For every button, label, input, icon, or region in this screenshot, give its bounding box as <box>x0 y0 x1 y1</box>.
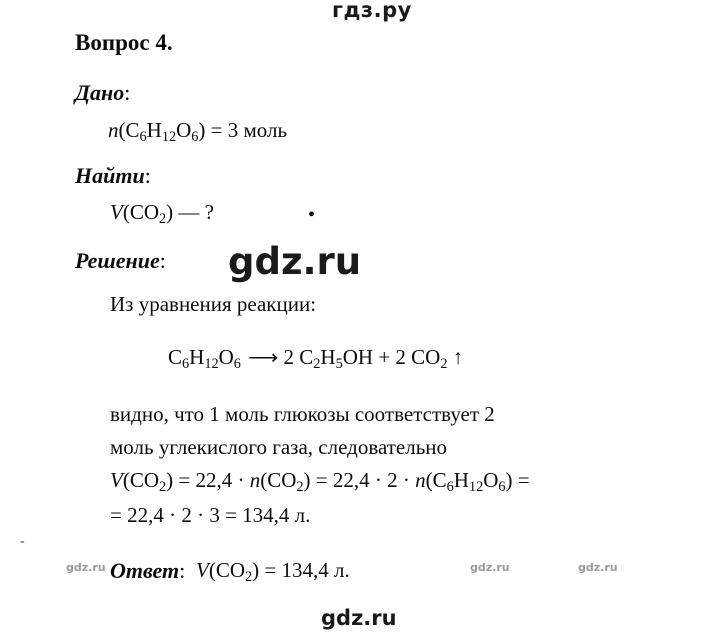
given-quantity-symbol: n <box>108 118 119 142</box>
reaction-equation: $C_6H_{12}O_6$ ⟶ 2 $C_2H_5OH + 2$ $CO_2$ ↑ <box>168 345 464 372</box>
stray-dot-mark: • <box>308 204 316 226</box>
watermark-small-3: gdz.ru <box>578 561 618 574</box>
calculation-line-1: $V(CO_2) = 22,4 \cdot n(CO_2) = 22,4 \cdot 2 \cdot n(C_6H_{12}O_6)$ = <box>110 468 530 495</box>
answer-colon: : <box>179 558 186 583</box>
given-colon: : <box>124 80 131 105</box>
find-value: $V(CO_2)$ — ? <box>110 200 214 227</box>
given-value: $n(C_6H_{12}O_6) = 3$ моль <box>108 118 288 145</box>
solution-colon: : <box>159 248 166 273</box>
watermark-top: гдз.ру <box>332 0 412 22</box>
watermark-center: gdz.ru <box>228 240 362 283</box>
margin-mark: - <box>20 534 25 549</box>
find-label <box>75 163 151 189</box>
find-quantity-symbol: V <box>110 200 123 224</box>
answer-label <box>110 558 185 584</box>
answer-label-text: Ответ <box>110 558 180 583</box>
conclusion-line-1: видно, что 1 моль глюкозы соответствует 2 <box>110 402 495 426</box>
find-colon: : <box>144 163 151 188</box>
given-label <box>75 80 130 106</box>
given-label-text: Дано <box>75 80 125 105</box>
answer-value: $V(CO_2) = 134,4$ л. <box>196 558 350 585</box>
watermark-small-1: gdz.ru <box>66 561 106 574</box>
page-title: Вопрос 4. <box>75 30 173 55</box>
calculation-line-2: = 22,4 · 2 · 3 = 134,4 л. <box>110 503 311 527</box>
reaction-arrow-icon: ⟶ <box>244 345 280 369</box>
conclusion-line-2: моль углекислого газа, следовательно <box>110 435 448 459</box>
find-label-text: Найти <box>75 163 145 188</box>
solution-label <box>75 248 166 274</box>
from-equation-text: Из уравнения реакции: <box>110 292 317 316</box>
watermark-small-2: gdz.ru <box>470 561 510 574</box>
solution-label-text: Решение <box>75 248 160 273</box>
watermark-bottom: gdz.ru <box>321 606 397 630</box>
